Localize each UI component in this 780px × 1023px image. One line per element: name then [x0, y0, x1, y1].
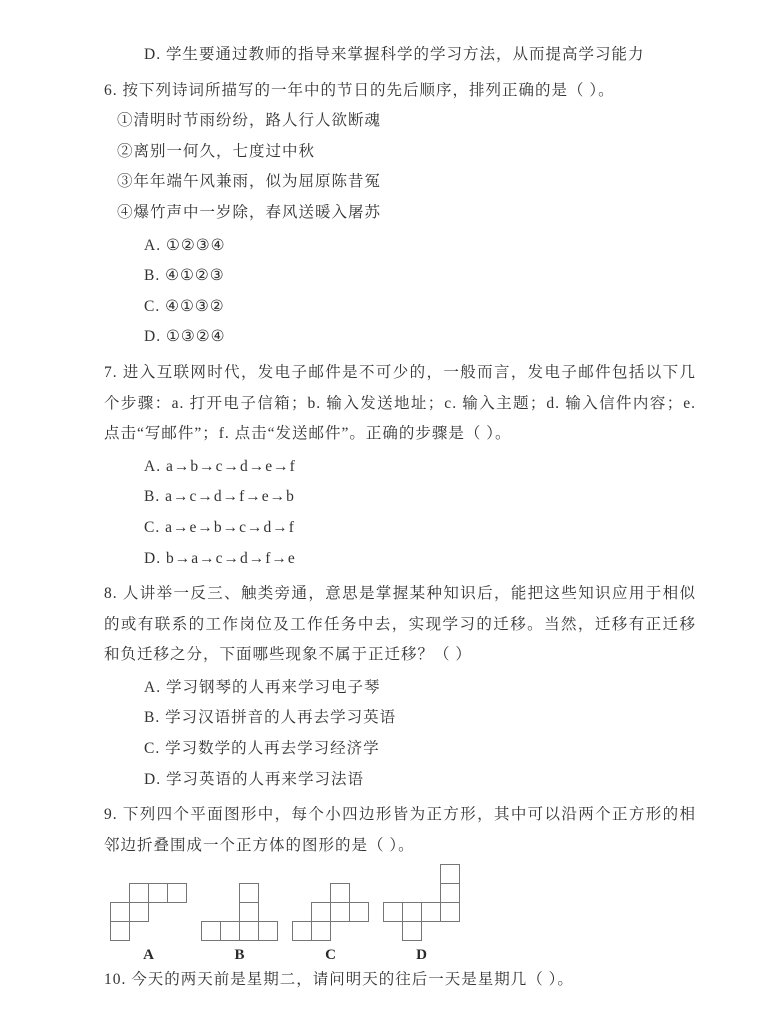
net-square	[220, 921, 240, 941]
question-9-figures	[110, 867, 696, 963]
question-6-option-d: D. ①③②④	[144, 328, 226, 346]
cube-net-figure-a	[110, 883, 187, 963]
net-square	[311, 902, 331, 922]
question-8-stem: 8. 人讲举一反三、触类旁通，意思是掌握某种知识后，能把这些知识应用于相似的或有联系的工作岗位及工作任务中去，实现学习的迁移。当然，迁移有正迁移和负迁移之分，下面哪些现象不属于正迁移？（ ）	[104, 585, 696, 664]
question-8-option-a: A. 学习钢琴的人再来学习电子琴	[144, 678, 381, 696]
cube-net-c	[292, 883, 369, 941]
net-square	[239, 883, 259, 903]
cube-net-figure-c	[292, 883, 369, 963]
cube-net-figure-b	[201, 883, 278, 963]
question-10-stem: 10. 今天的两天前是星期二，请问明天的往后一天是星期几（ ）。	[104, 971, 574, 989]
net-square	[311, 921, 331, 941]
figure-label-d: D	[416, 947, 427, 964]
net-square	[129, 883, 149, 903]
net-square	[402, 902, 422, 922]
cube-net-b	[201, 883, 278, 941]
net-square	[110, 902, 130, 922]
cube-net-d	[383, 864, 460, 941]
net-square	[330, 883, 350, 903]
net-square	[440, 864, 460, 884]
question-6-option-c: C. ④①③②	[144, 297, 225, 315]
net-square	[239, 921, 259, 941]
net-square	[440, 902, 460, 922]
cube-net-figure-d	[383, 864, 460, 963]
cube-net-a	[110, 883, 187, 941]
question-7-stem: 7. 进入互联网时代，发电子邮件是不可少的，一般而言，发电子邮件包括以下几个步骤：a. 打开电子信箱；b. 输入发送地址；c. 输入主题；d. 输入信件内容；e. 点击“写邮件”；f. 点击“发送邮件”。正确的步骤是（ ）。	[104, 363, 696, 443]
question-8-option-b: B. 学习汉语拼音的人再去学习英语	[144, 709, 397, 727]
figure-label-b: B	[234, 947, 245, 964]
net-square	[129, 902, 149, 922]
net-square	[201, 921, 221, 941]
net-square	[292, 921, 312, 941]
question-6-option-b: B. ④①②③	[144, 267, 225, 285]
question-6-item-4: ④爆竹声中一岁除，春风送暖入屠苏	[117, 203, 382, 221]
question-6-item-1: ①清明时节雨纷纷，路人行人欲断魂	[117, 112, 382, 130]
question-6-option-a: A. ①②③④	[144, 236, 226, 254]
question-6-item-2: ②离别一何久，七度过中秋	[117, 142, 316, 160]
question-7-option-d: D. b→a→c→d→f→e	[144, 549, 296, 567]
question-8-option-d: D. 学习英语的人再来学习法语	[144, 770, 364, 788]
question-9-stem: 9. 下列四个平面图形中，每个小四边形皆为正方形，其中可以沿两个正方形的相邻边折叠围成一个正方体的图形的是（ ）。	[104, 806, 696, 854]
net-square	[330, 902, 350, 922]
net-square	[258, 921, 278, 941]
question-7-option-a: A. a→b→c→d→e→f	[144, 457, 296, 475]
net-square	[440, 883, 460, 903]
net-square	[402, 921, 422, 941]
question-8-option-c: C. 学习数学的人再去学习经济学	[144, 740, 380, 758]
net-square	[110, 921, 130, 941]
net-square	[421, 902, 441, 922]
question-7-option-b: B. a→c→d→f→e→b	[144, 488, 295, 506]
net-square	[167, 883, 187, 903]
question-6-item-3: ③年年端午风兼雨，似为屈原陈昔冤	[117, 173, 382, 191]
question-7-option-c: C. a→e→b→c→d→f	[144, 518, 295, 536]
question-6-stem: 6. 按下列诗词所描写的一年中的节日的先后顺序，排列正确的是（ ）。	[104, 81, 615, 99]
net-square	[349, 902, 369, 922]
net-square	[148, 883, 168, 903]
net-square	[383, 902, 403, 922]
figure-label-a: A	[143, 947, 154, 964]
figure-label-c: C	[325, 947, 336, 964]
net-square	[239, 902, 259, 922]
question-5-option-d: D. 学生要通过教师的指导来掌握科学的学习方法，从而提高学习能力	[144, 46, 645, 63]
